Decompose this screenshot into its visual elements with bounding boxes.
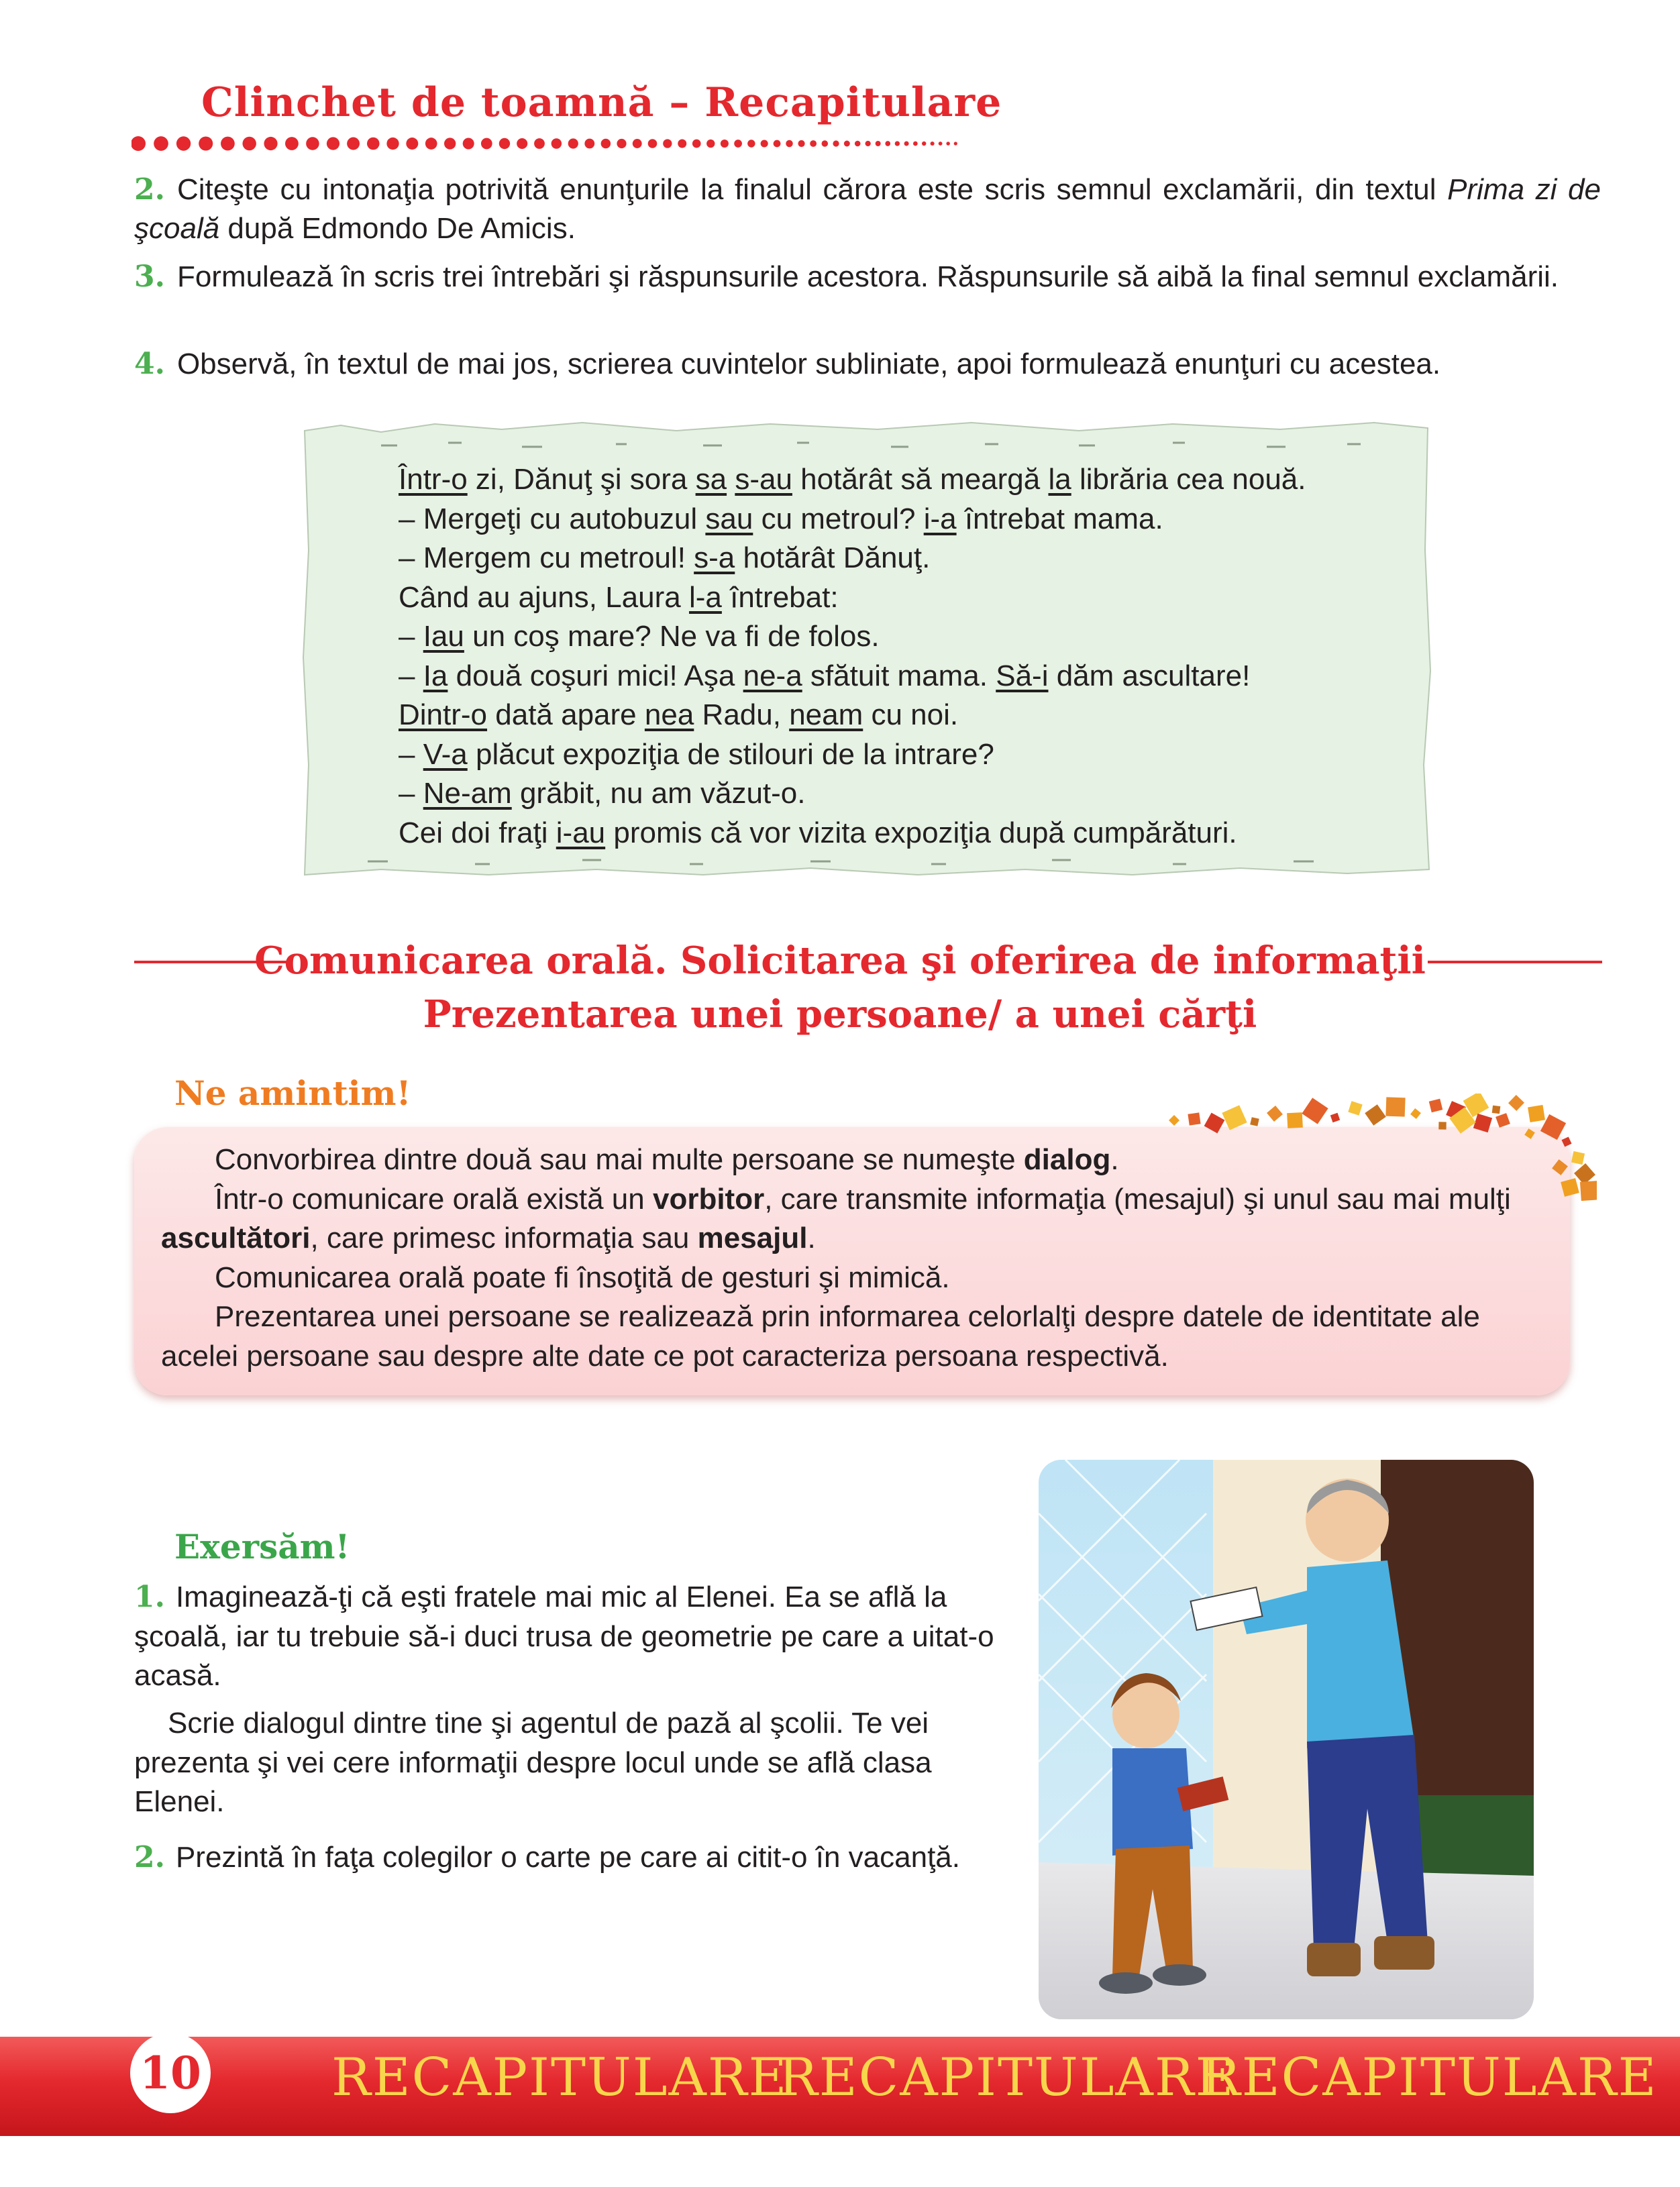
dialogue-text bbox=[399, 460, 1306, 853]
footer-word: RECAPITULARE bbox=[1201, 2047, 1658, 2108]
dotted-underline bbox=[132, 131, 963, 156]
practice-heading: Exersăm! bbox=[174, 1527, 350, 1566]
dialogue-line: – Mergeţi cu autobuzul sau cu metroul? i-a întrebat mama. bbox=[399, 502, 1163, 535]
book-title: Prima zi de şcoală bbox=[134, 173, 1601, 245]
exercise-number: 1. bbox=[134, 1580, 165, 1614]
exercise-number: 2. bbox=[134, 1840, 165, 1874]
page-number: 10 bbox=[140, 2047, 201, 2099]
underlined-word: i-au bbox=[556, 816, 606, 849]
dialogue-line: – V-a plăcut expoziţia de stilouri de la intrare? bbox=[399, 737, 994, 771]
underlined-word: Iau bbox=[423, 620, 464, 653]
dialogue-line: Într-o zi, Dănuţ şi sora sa s-au hotărât să meargă la librăria cea nouă. bbox=[399, 463, 1306, 496]
remember-paragraph: Convorbirea dintre două sau mai multe persoane se numeşte dialog. bbox=[215, 1143, 1119, 1176]
exercise-number: 4. bbox=[134, 347, 165, 381]
exercise-3: 3. Formulează în scris trei întrebări şi răspunsurile acestora. Răspunsurile să aibă la final semnul exclamării. bbox=[134, 260, 1559, 294]
section-title-line1: Comunicarea orală. Solicitarea şi oferirea de informaţii bbox=[254, 939, 1426, 983]
dialogue-line: – Iau un coş mare? Ne va fi de folos. bbox=[399, 620, 880, 653]
dialogue-line: Când au ajuns, Laura l-a întrebat: bbox=[399, 580, 839, 614]
dialogue-line: – Ne-am grăbit, nu am văzut-o. bbox=[399, 777, 806, 810]
underlined-word: neam bbox=[789, 698, 863, 731]
dialogue-line: Dintr-o dată apare nea Radu, neam cu noi. bbox=[399, 698, 959, 731]
practice-exercise-1: 1. Imaginează-ţi că eşti fratele mai mic al Elenei. Ea se află la şcoală, iar tu trebuie să-i duci trusa de geometrie pe care a uitat-o acasă. bbox=[134, 1580, 994, 1692]
underlined-word: Dintr-o bbox=[399, 698, 488, 731]
underlined-word: s-a bbox=[694, 541, 735, 574]
exercise-4: 4. Observă, în textul de mai jos, scrierea cuvintelor subliniate, apoi formulează enunţuri cu acestea. bbox=[134, 347, 1441, 381]
remember-paragraph: Prezentarea unei persoane se realizează prin informarea celorlalţi despre datele de identitate ale acelei persoane sau despre alte date ce pot caracteriza persoana respectivă. bbox=[161, 1300, 1480, 1373]
underlined-word: s-au bbox=[735, 463, 792, 496]
underlined-word: la bbox=[1048, 463, 1071, 496]
page-title: Clinchet de toamnă – Recapitulare bbox=[201, 79, 1002, 126]
dialogue-line: – Ia două coşuri mici! Aşa ne-a sfătuit mama. Să-i dăm ascultare! bbox=[399, 659, 1251, 692]
underlined-word: V-a bbox=[423, 737, 468, 771]
section-title-line2: Prezentarea unei persoane/ a unei cărţi bbox=[423, 992, 1257, 1036]
dialogue-line: Cei doi fraţi i-au promis că vor vizita expoziţia după cumpărături. bbox=[399, 816, 1237, 849]
underlined-word: ne-a bbox=[743, 659, 802, 692]
exercise-number: 2. bbox=[134, 172, 165, 207]
section-title bbox=[0, 934, 1680, 1041]
underlined-word: i-a bbox=[923, 502, 957, 535]
underlined-word: Într-o bbox=[399, 463, 468, 496]
practice-exercise-1-continued: Scrie dialogul dintre tine şi agentul de pază al şcolii. Te vei prezenta şi vei cere informaţii despre locul unde se află clasa Elenei. bbox=[134, 1707, 932, 1818]
exercise-2: 2. Citeşte cu intonaţia potrivită enunţurile la finalul cărora este scris semnul exclamării, din textul Prima zi de şcoală după Edmondo De Amicis. bbox=[134, 172, 1601, 245]
underlined-word: Ia bbox=[423, 659, 448, 692]
underlined-word: Să-i bbox=[996, 659, 1049, 692]
illustration-boy-and-guard bbox=[1039, 1460, 1534, 2019]
remember-paragraph: Comunicarea orală poate fi însoţită de gesturi şi mimică. bbox=[215, 1261, 950, 1294]
remember-paragraph: Într-o comunicare orală există un vorbitor, care transmite informaţia (mesajul) şi unul sau mai mulţi ascultători, care primesc informaţia sau mesajul. bbox=[161, 1182, 1511, 1255]
underlined-word: Ne-am bbox=[423, 777, 512, 810]
underlined-word: sau bbox=[705, 502, 753, 535]
underlined-word: sa bbox=[695, 463, 727, 496]
remember-heading: Ne amintim! bbox=[174, 1073, 411, 1113]
underlined-word: l-a bbox=[688, 580, 722, 614]
dialogue-note-box bbox=[301, 416, 1432, 879]
underlined-word: nea bbox=[644, 698, 694, 731]
footer-word: RECAPITULARE bbox=[331, 2047, 788, 2108]
exercise-number: 3. bbox=[134, 260, 165, 294]
dialogue-line: – Mergem cu metroul! s-a hotărât Dănuţ. bbox=[399, 541, 931, 574]
remember-text bbox=[161, 1140, 1543, 1376]
practice-exercise-2: 2. Prezintă în faţa colegilor o carte pe care ai citit-o în vacanţă. bbox=[134, 1840, 960, 1874]
footer-word: RECAPITULARE bbox=[778, 2047, 1235, 2108]
